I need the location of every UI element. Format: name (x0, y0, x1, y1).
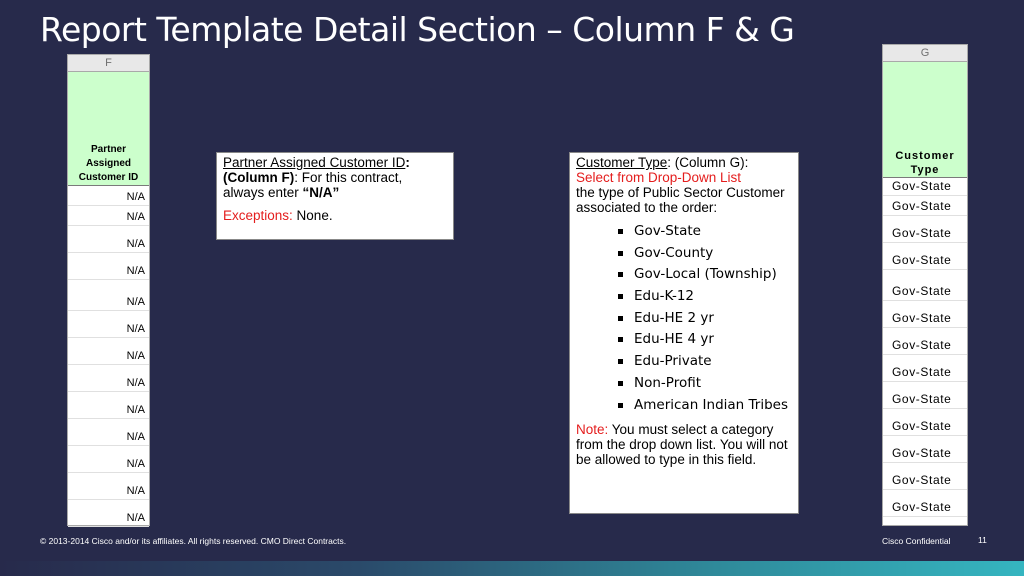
callout-f-colon: : (405, 155, 410, 170)
column-g-header-line: Customer (895, 150, 955, 162)
callout-f-text (223, 155, 447, 200)
column-f-cell[interactable]: N/A (68, 365, 149, 392)
customer-type-option: American Indian Tribes (614, 395, 792, 417)
column-f-header-line: Assigned (85, 158, 131, 169)
customer-type-option: Gov-Local (Township) (614, 264, 792, 286)
column-g-sheet (882, 44, 968, 526)
column-f-cells (68, 186, 149, 527)
callout-f-column-ref: (Column F) (223, 170, 295, 185)
column-g-header-line: Type (910, 164, 940, 176)
column-f-header (68, 72, 149, 186)
callout-g-column-ref: : (Column G) (667, 155, 745, 170)
column-f-cell[interactable]: N/A (68, 392, 149, 419)
column-f-cell[interactable]: N/A (68, 419, 149, 446)
column-g-cell[interactable]: Gov-State (883, 301, 967, 328)
customer-type-list (576, 221, 792, 416)
callout-f-desc: : For this contract, always enter (223, 170, 403, 200)
callout-column-g (569, 152, 799, 514)
customer-type-option: Non-Profit (614, 373, 792, 395)
column-g-cell[interactable]: Gov-State (883, 463, 967, 490)
callout-g-heading: Customer Type (576, 155, 668, 170)
slide-title: Report Template Detail Section – Column F & G (40, 10, 795, 49)
customer-type-option: Edu-HE 2 yr (614, 308, 792, 330)
column-g-cell[interactable]: Gov-State (883, 409, 967, 436)
column-g-cell[interactable]: Gov-State (883, 216, 967, 243)
column-g-cell[interactable]: Gov-State (883, 196, 967, 216)
column-g-cell[interactable]: Gov-State (883, 436, 967, 463)
callout-f-heading: Partner Assigned Customer ID (223, 155, 406, 170)
customer-type-option: Gov-State (614, 221, 792, 243)
callout-g-select-text: Select from Drop-Down List (576, 170, 742, 185)
customer-type-option: Edu-HE 4 yr (614, 329, 792, 351)
column-g-cell[interactable]: Gov-State (883, 270, 967, 301)
column-f-cell[interactable]: N/A (68, 280, 149, 311)
column-g-cell[interactable]: Gov-State (883, 490, 967, 517)
column-f-cell[interactable]: N/A (68, 473, 149, 500)
customer-type-option: Gov-County (614, 243, 792, 265)
bottom-gradient-bar (0, 561, 1024, 576)
column-g-cell[interactable]: Gov-State (883, 382, 967, 409)
callout-column-f (216, 152, 454, 240)
column-f-cell[interactable]: N/A (68, 500, 149, 527)
column-f-cell[interactable]: N/A (68, 311, 149, 338)
column-f-cell[interactable]: N/A (68, 186, 149, 206)
callout-g-note-label: Note: (576, 422, 609, 438)
column-g-cell[interactable]: Gov-State (883, 355, 967, 382)
column-g-letter: G (883, 45, 967, 62)
column-g-cell[interactable]: Gov-State (883, 178, 967, 196)
column-g-cells (883, 178, 967, 517)
callout-f-exceptions-text: None. (292, 208, 333, 223)
column-g-cell[interactable]: Gov-State (883, 328, 967, 355)
column-g-header (883, 62, 967, 178)
callout-g-colon: : (744, 155, 749, 170)
callout-g-note-text: You must select a category from the drop down list. You will not be allowed to type in this field. (576, 422, 788, 468)
column-f-cell[interactable]: N/A (68, 338, 149, 365)
customer-type-option: Edu-Private (614, 351, 792, 373)
column-f-letter: F (68, 55, 149, 72)
column-f-header-line: Partner (90, 144, 126, 155)
column-f-cell[interactable]: N/A (68, 253, 149, 280)
column-f-header-line: Customer ID (78, 172, 139, 183)
footer-copyright: © 2013-2014 Cisco and/or its affiliates. All rights reserved. CMO Direct Contracts. (40, 536, 347, 546)
column-f-cell[interactable]: N/A (68, 226, 149, 253)
column-g-cell[interactable]: Gov-State (883, 243, 967, 270)
footer-confidential: Cisco Confidential (882, 536, 951, 546)
page-number: 11 (978, 535, 987, 545)
column-f-sheet (67, 54, 150, 526)
callout-f-exceptions-label: Exceptions: (223, 208, 293, 223)
column-f-cell[interactable]: N/A (68, 446, 149, 473)
callout-f-exceptions (223, 208, 447, 223)
column-f-cell[interactable]: N/A (68, 206, 149, 226)
callout-g-desc: the type of Public Sector Customer associated to the order: (576, 185, 785, 215)
callout-g-text (576, 155, 792, 215)
callout-f-value: “N/A” (302, 185, 340, 200)
customer-type-option: Edu-K-12 (614, 286, 792, 308)
callout-g-note (576, 422, 792, 467)
